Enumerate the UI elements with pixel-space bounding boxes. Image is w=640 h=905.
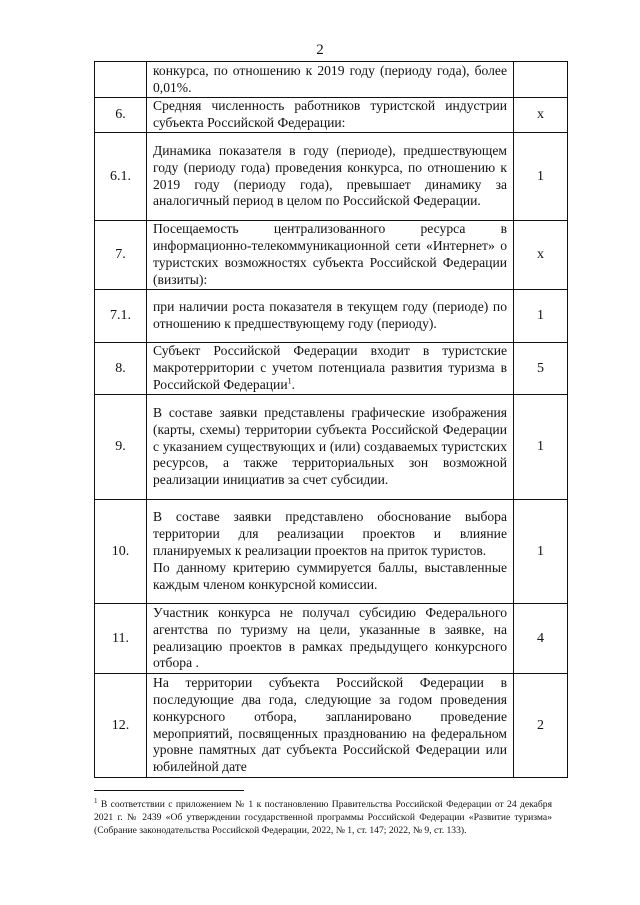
table-row (95, 290, 568, 343)
row-number: 11. (95, 604, 147, 674)
criterion-text: Динамика показателя в году (периоде), предшествующем году (периоду года) проведения конкурса, по отношению к 2019 году (периоду года), превышает динамику за аналогичный период в целом по Российской Федерации. (147, 133, 514, 221)
criterion-text: Субъект Российской Федерации входит в туристские макротерритории с учетом потенциала развития туризма в Российской Федерации$^1$. (147, 343, 514, 395)
table-row (95, 674, 568, 778)
table-row (95, 395, 568, 500)
points-value: 1 (514, 500, 568, 604)
table-row (95, 221, 568, 290)
footnote-reference: 1 (287, 376, 292, 386)
table-row (95, 133, 568, 221)
points-value: x (514, 221, 568, 290)
criterion-text: В составе заявки представлены графические изображения (карты, схемы) территории субъекта Российской Федерации с указанием существующих и (или) создаваемых туристских ресурсов, а также территориальных зон возможной реализации инициатив за счет субсидии. (147, 395, 514, 500)
points-value: 2 (514, 674, 568, 778)
criterion-text: Участник конкурса не получал субсидию Федерального агентства по туризму на цели, указанные в заявке, на реализацию проектов в рамках предыдущего конкурсного отбора . (147, 604, 514, 674)
table-row (95, 98, 568, 133)
criterion-text: В составе заявки представлено обоснование выбора территории для реализации проектов и влияние планируемых к реализации проектов на приток туристов. По данному критерию суммируется баллы, выставленные каждым членом конкурсной комиссии. (147, 500, 514, 604)
table-row (95, 500, 568, 604)
row-number: 6. (95, 98, 147, 133)
row-number: 7. (95, 221, 147, 290)
criteria-table (94, 61, 568, 778)
points-value: 1 (514, 290, 568, 343)
row-number: 12. (95, 674, 147, 778)
points-value (514, 62, 568, 98)
points-value: x (514, 98, 568, 133)
criterion-text: конкурса, по отношению к 2019 году (периоду года), более 0,01%. (147, 62, 514, 98)
points-value: 1 (514, 133, 568, 221)
points-value: 4 (514, 604, 568, 674)
table-row (95, 343, 568, 395)
table-row (95, 604, 568, 674)
row-number: 6.1. (95, 133, 147, 221)
footnote (94, 798, 552, 838)
page-number: 2 (316, 42, 324, 58)
table-row (95, 62, 568, 98)
row-number: 8. (95, 343, 147, 395)
points-value: 1 (514, 395, 568, 500)
criterion-text: На территории субъекта Российской Федерации в последующие два года, следующие за годом проведения конкурсного отбора, запланировано проведение мероприятий, посвященных празднованию на федеральном уровне памятных дат субъекта Российской Федерации или юбилейной дате (147, 674, 514, 778)
points-value: 5 (514, 343, 568, 395)
row-number (95, 62, 147, 98)
row-number: 7.1. (95, 290, 147, 343)
row-number: 10. (95, 500, 147, 604)
footnote-text: В соответствии с приложением № 1 к постановлению Правительства Российской Федерации от 24 декабря 2021 г. № 2439 «Об утверждении государственной программы Российской Федерации «Развитие туризма» (Собрание законодательства Российской Федерации, 2022, № 1, ст. 147; 2022, № 9, ст. 133). (94, 799, 552, 837)
row-number: 9. (95, 395, 147, 500)
criterion-text: Посещаемость централизованного ресурса в информационно-телекоммуникационной сети «Интернет» о туристских возможностях субъекта Российской Федерации (визиты): (147, 221, 514, 290)
criterion-text: Средняя численность работников туристской индустрии субъекта Российской Федерации: (147, 98, 514, 133)
criterion-text: при наличии роста показателя в текущем году (периоде) по отношению к предшествующему году (периоду). (147, 290, 514, 343)
footnote-separator (94, 790, 244, 791)
footnote-marker: 1 (94, 796, 98, 805)
